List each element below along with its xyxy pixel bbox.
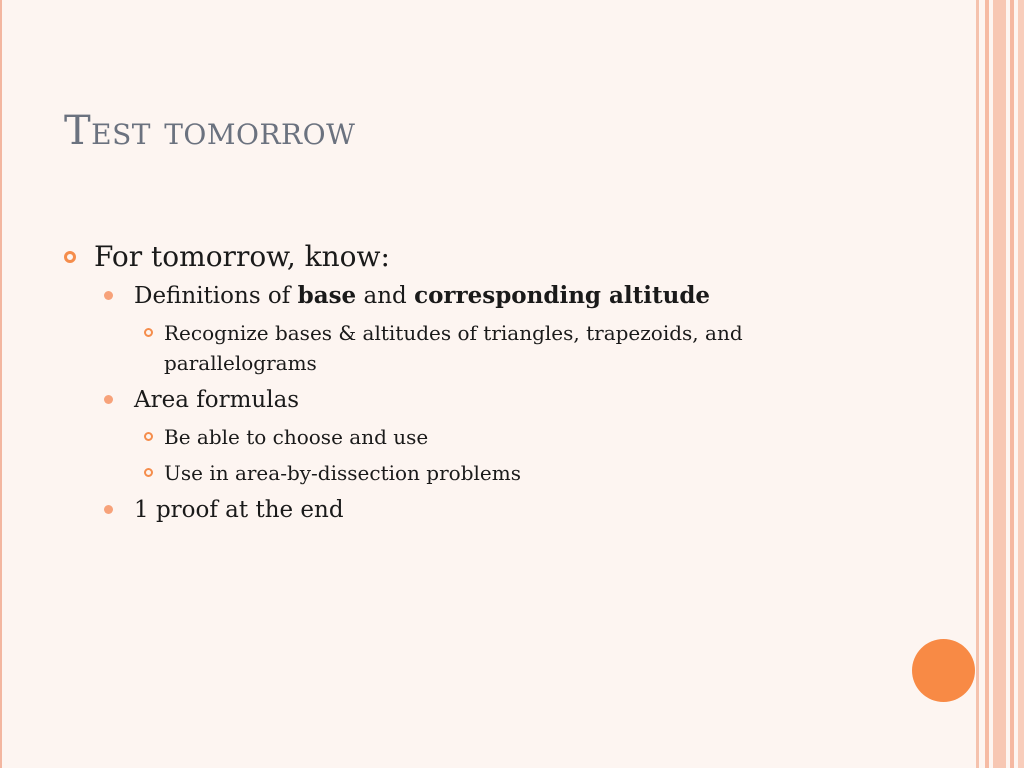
bullet-text: Be able to choose and use: [164, 425, 429, 449]
bullet-item-level-2: [104, 494, 864, 526]
right-decor-stripe: [1010, 0, 1014, 768]
bullet-item-level-2: [104, 280, 864, 312]
bullet-text: Recognize bases & altitudes of triangles, trapezoids, and parallelograms: [164, 321, 743, 375]
ring-bullet-icon: [64, 251, 76, 263]
bullet-item-level-1: [64, 238, 864, 276]
bullet-text: Use in area-by-dissection problems: [164, 461, 521, 485]
ring-bullet-icon: [144, 432, 153, 441]
bullet-text: 1 proof at the end: [134, 497, 344, 523]
right-decor-stripe: [993, 0, 1006, 768]
left-border-stripe: [0, 0, 2, 768]
bullet-item-level-2: [104, 384, 864, 416]
ring-bullet-icon: [144, 468, 153, 477]
slide-title: Test tomorrow: [64, 108, 356, 154]
bullet-text: Area formulas: [134, 387, 300, 413]
ring-bullet-icon: [144, 328, 153, 337]
bullet-text: For tomorrow, know:: [94, 240, 390, 273]
bullet-text-bold: base: [297, 282, 357, 309]
bullet-item-level-3: [144, 458, 864, 488]
dot-bullet-icon: [104, 291, 113, 300]
dot-bullet-icon: [104, 395, 113, 404]
bullet-text-bold: corresponding altitude: [414, 282, 711, 309]
right-decor-stripe: [976, 0, 979, 768]
dot-bullet-icon: [104, 505, 113, 514]
bullet-item-level-3: [144, 422, 864, 452]
right-decor-stripe: [1018, 0, 1024, 768]
right-decor-stripe: [985, 0, 989, 768]
bullet-text-segment: and: [356, 283, 415, 309]
decorative-circle: [912, 639, 975, 702]
bullet-text-segment: Definitions of: [134, 283, 298, 309]
bullet-list: [64, 238, 864, 532]
bullet-item-level-3: [144, 318, 864, 378]
